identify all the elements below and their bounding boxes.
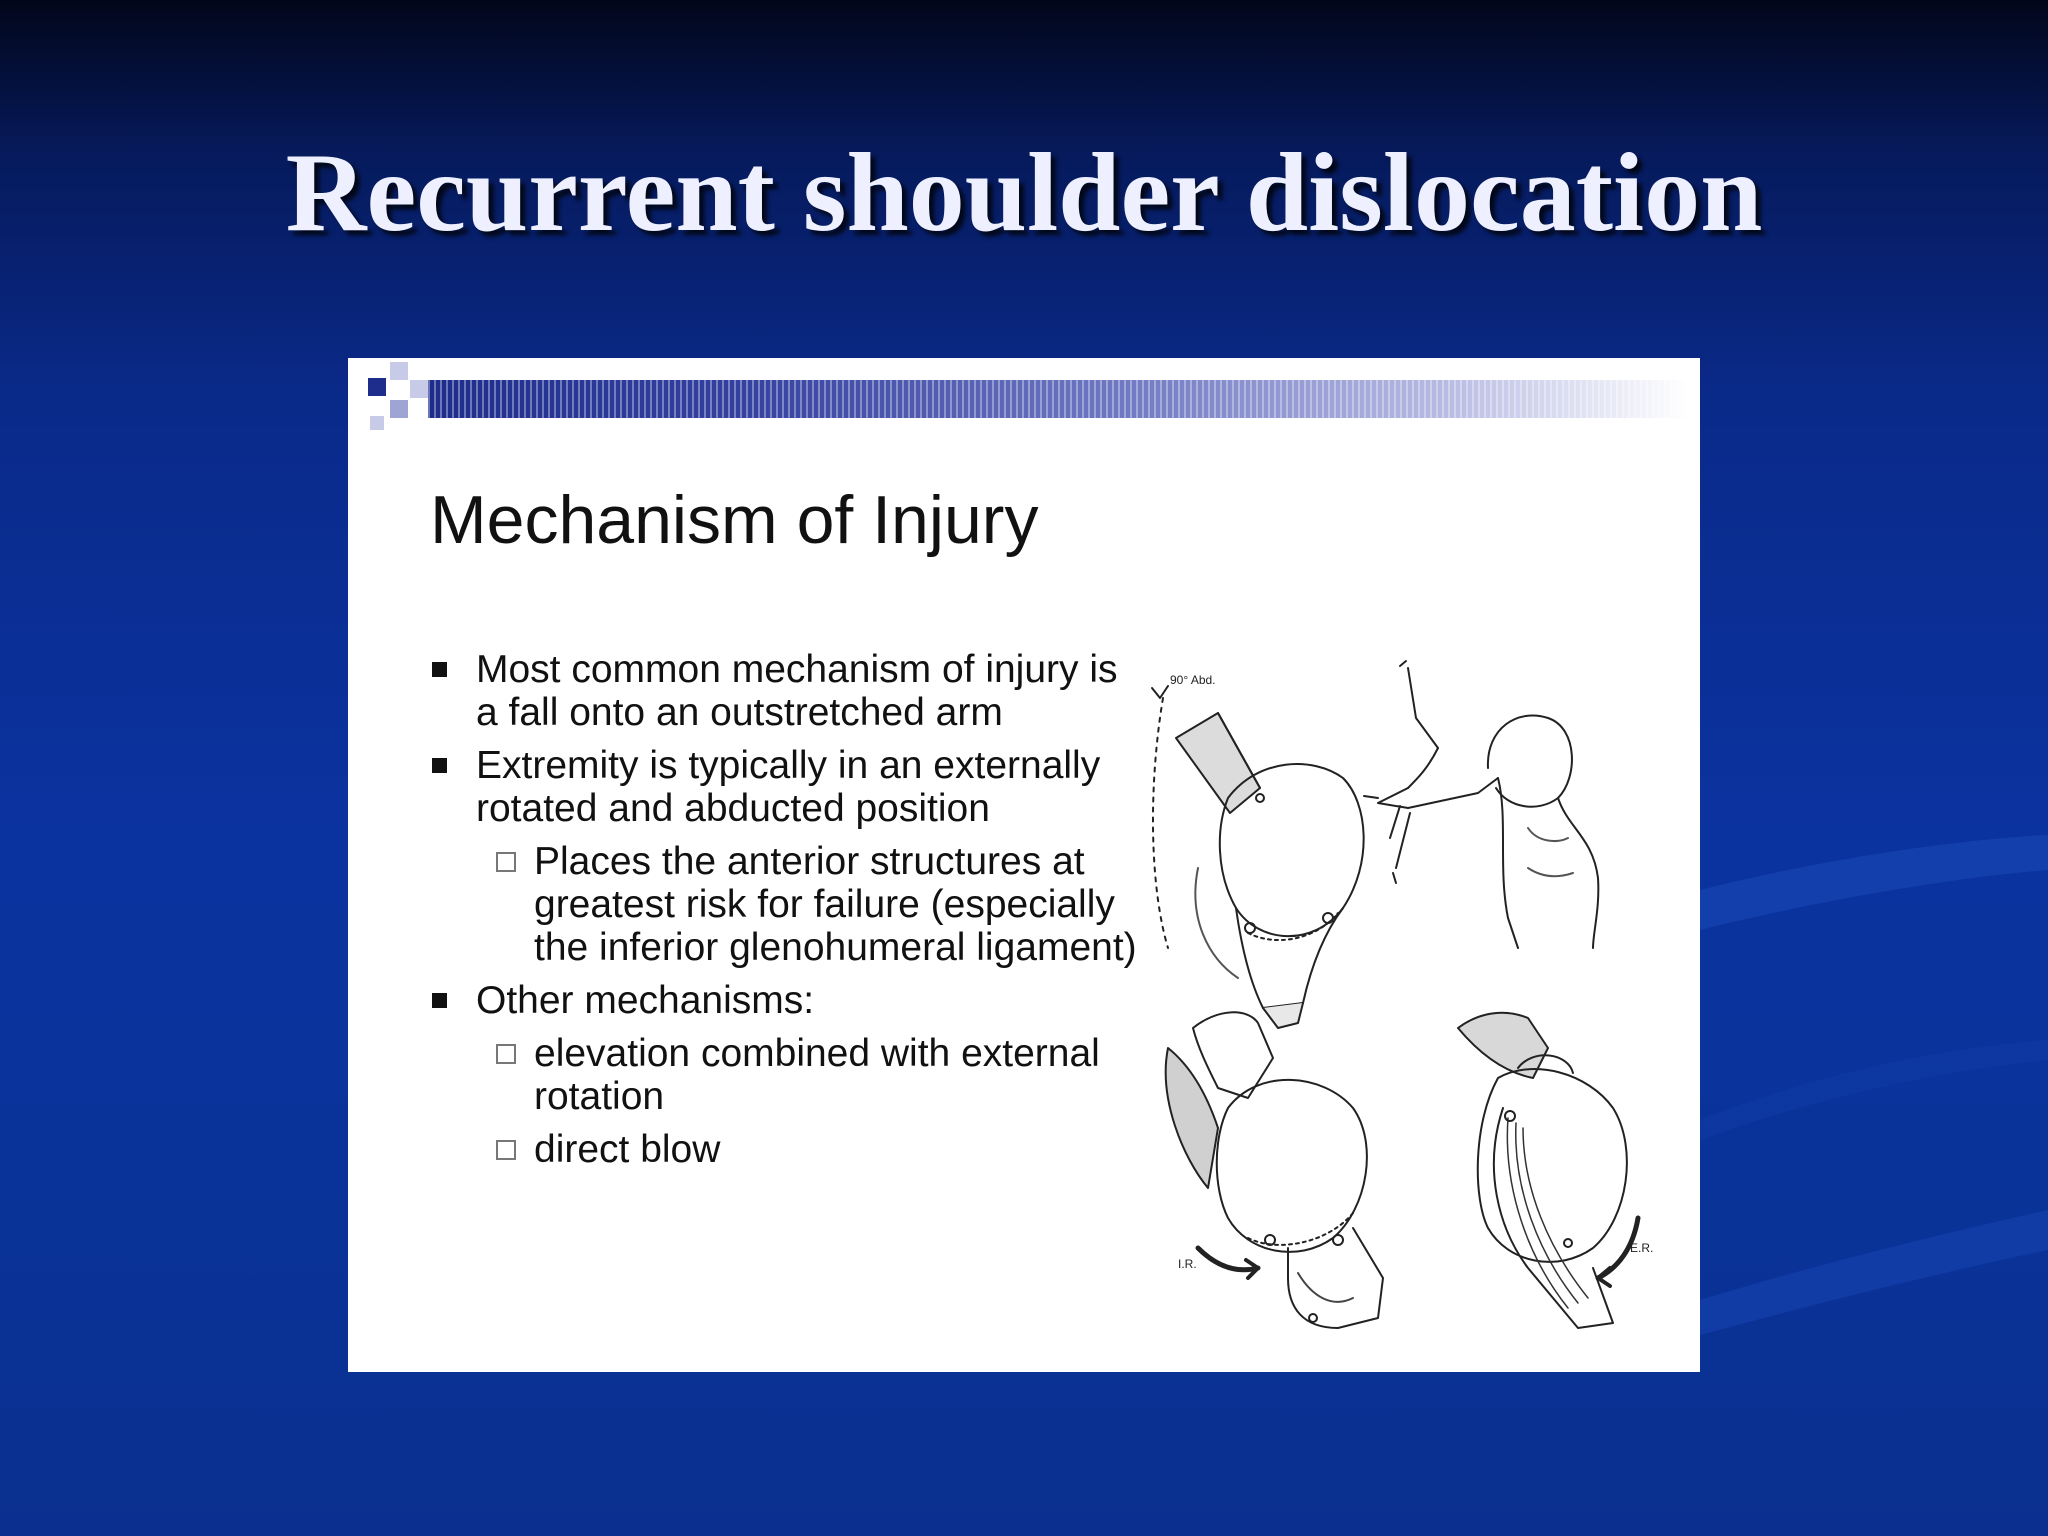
hollow-square-bullet-icon	[496, 1044, 516, 1064]
header-square-mid-2	[370, 416, 384, 430]
square-bullet-icon	[432, 662, 447, 677]
bullet-item	[428, 648, 1148, 734]
bullet-text: Other mechanisms:	[476, 979, 815, 1022]
internal-rotation-drawing	[1166, 1012, 1383, 1328]
bullet-item	[428, 744, 1148, 830]
square-bullet-icon	[432, 993, 447, 1008]
sub-bullet-item	[428, 840, 1148, 969]
header-square-light-2	[410, 380, 428, 398]
shoulder-drawings	[1138, 628, 1678, 1358]
header-square-light	[390, 362, 408, 380]
header-square-mid	[390, 400, 408, 418]
slide-title: Mechanism of Injury	[430, 482, 1039, 558]
shoulder-illustration	[1138, 628, 1678, 1358]
sub-bullet-text: Places the anterior structures at greatest risk for failure (especially the inferior glenohumeral ligament)	[534, 840, 1137, 969]
header-square-dark	[368, 378, 386, 396]
external-rotation-drawing	[1458, 1013, 1638, 1328]
hollow-square-bullet-icon	[496, 1140, 516, 1160]
hollow-square-bullet-icon	[496, 852, 516, 872]
figure-drawing	[1364, 661, 1598, 948]
page-title: Recurrent shoulder dislocation	[285, 131, 1763, 255]
abduction-drawing	[1152, 686, 1364, 1028]
embedded-slide	[348, 358, 1700, 1372]
sub-bullet-item	[428, 1128, 1148, 1171]
sub-bullet-text: direct blow	[534, 1128, 721, 1171]
bullet-item	[428, 979, 1148, 1022]
bullet-text: Most common mechanism of injury is a fall onto an outstretched arm	[476, 648, 1118, 734]
abduction-label: 90° Abd.	[1170, 673, 1216, 687]
header-bar	[428, 380, 1688, 418]
sub-bullet-item	[428, 1032, 1148, 1118]
bullet-list	[428, 648, 1148, 1181]
bullet-text: Extremity is typically in an externally rotated and abducted position	[476, 744, 1101, 830]
sub-bullet-text: elevation combined with external rotation	[534, 1032, 1100, 1118]
internal-rotation-label: I.R.	[1178, 1257, 1197, 1271]
square-bullet-icon	[432, 758, 447, 773]
external-rotation-label: E.R.	[1630, 1241, 1654, 1255]
